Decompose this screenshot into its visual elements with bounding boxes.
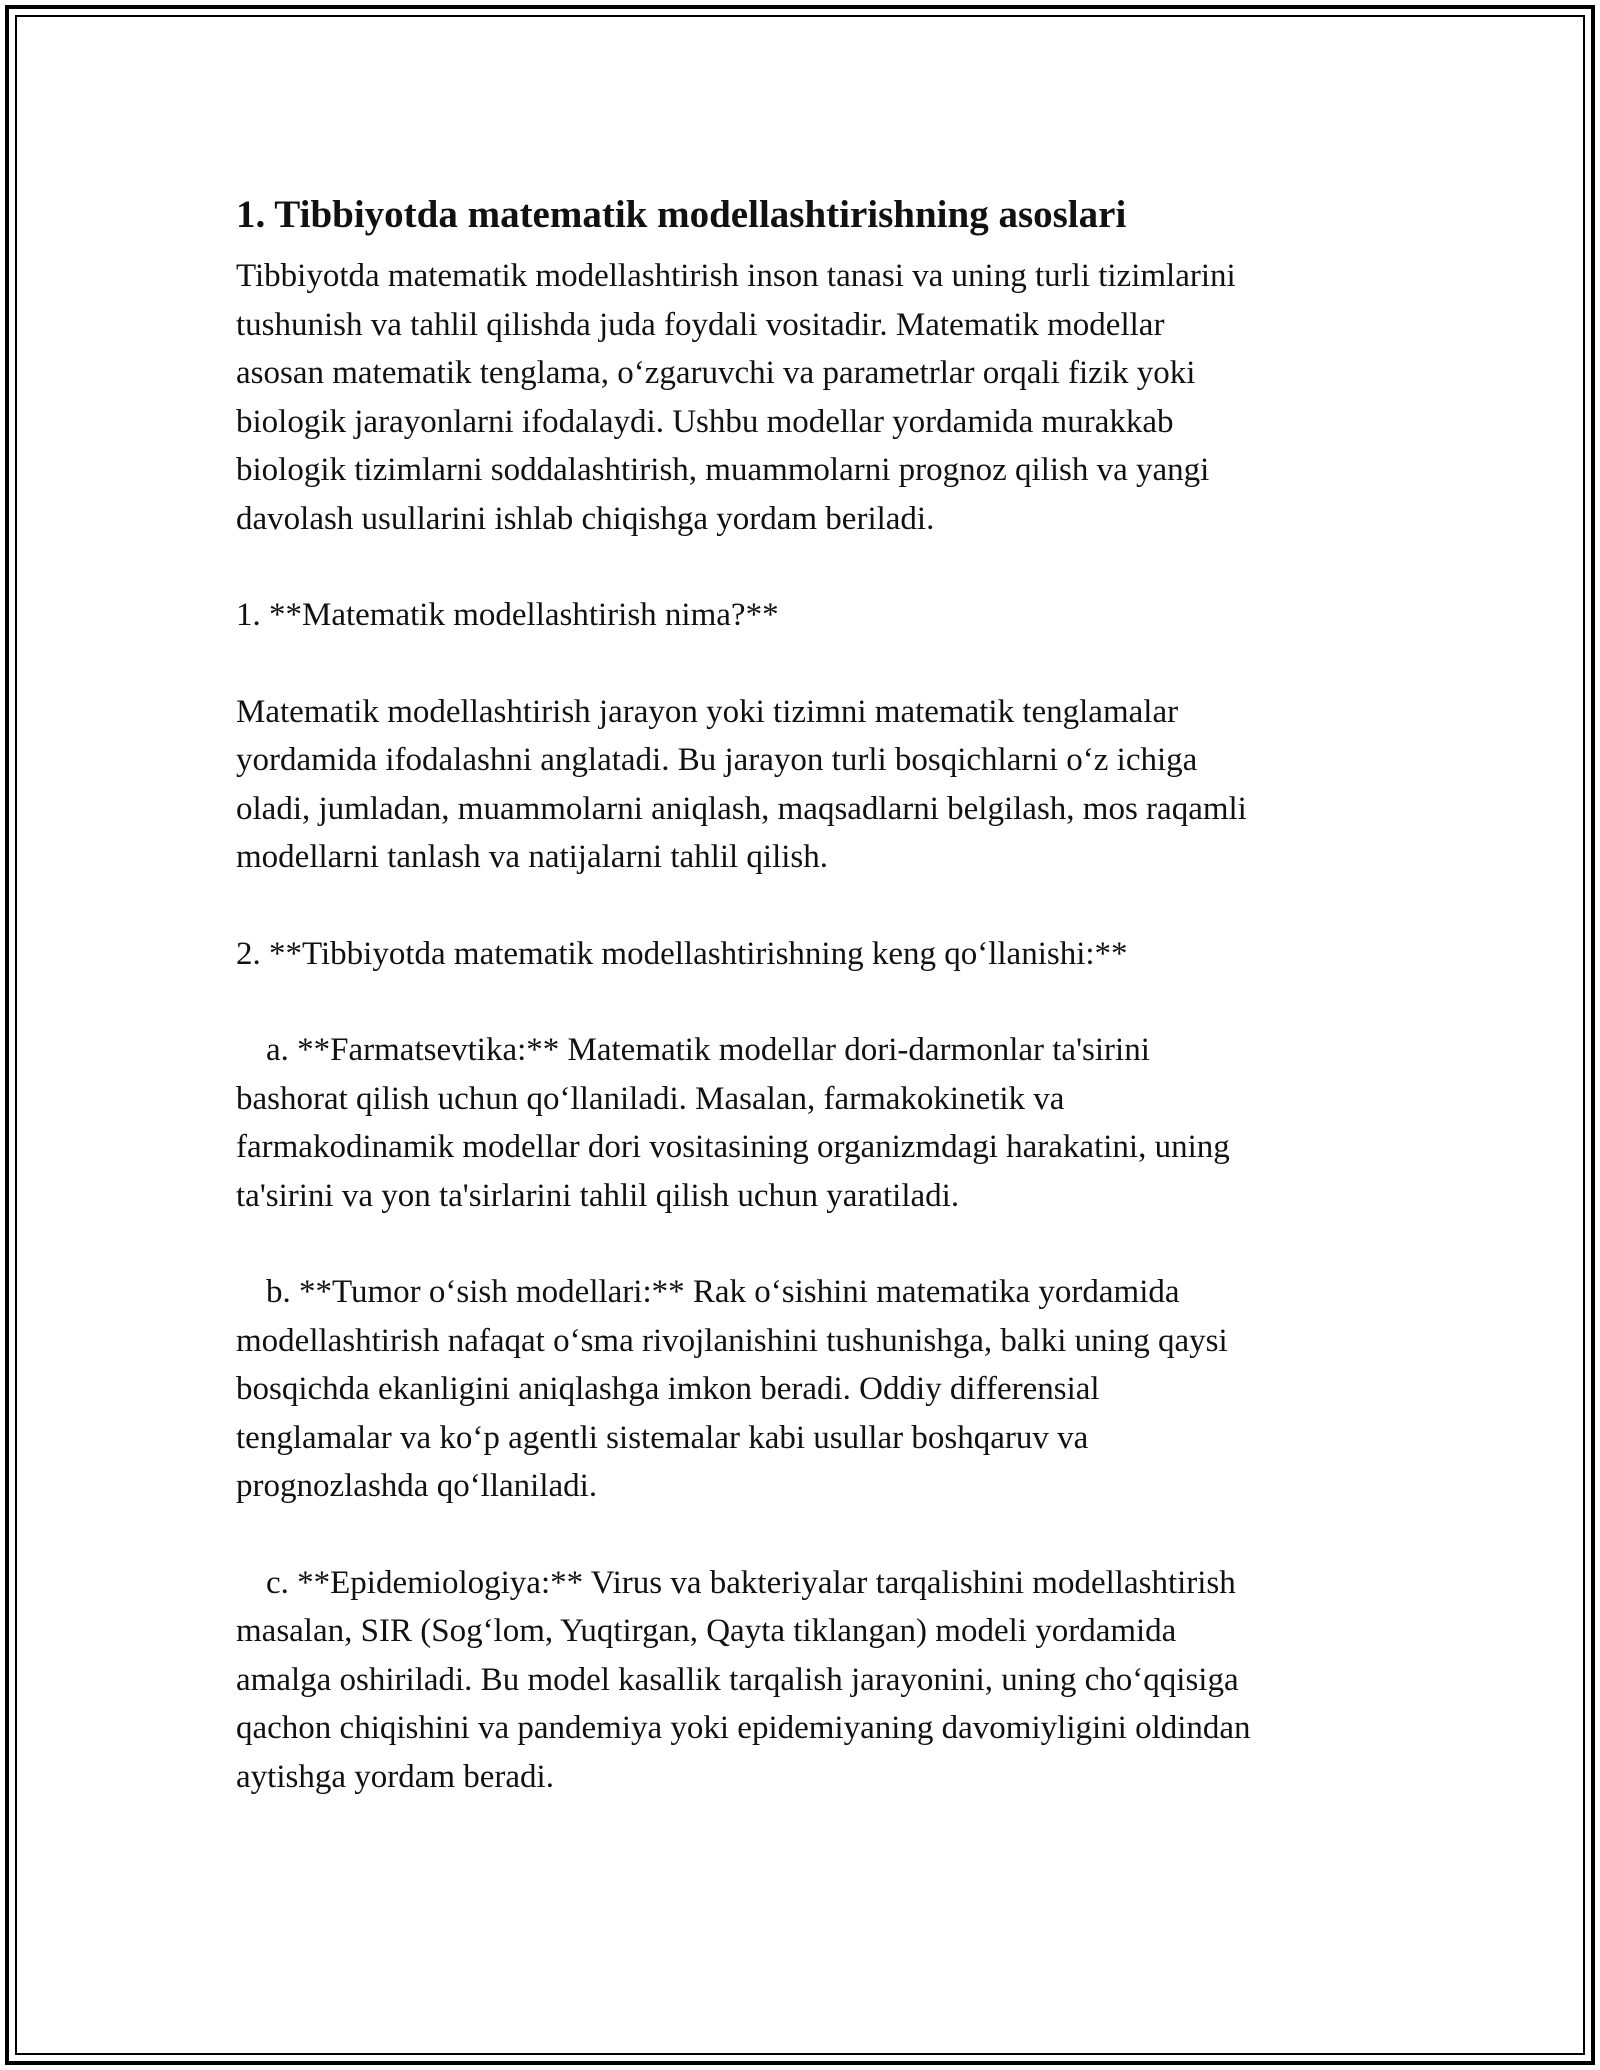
item-b-line: modellashtirish nafaqat o‘sma rivojlanishini tushunishga, balki uning qaysi (236, 1322, 1228, 1359)
item-c-line: aytishga yordam beradi. (236, 1758, 554, 1795)
section-1-paragraph (236, 688, 1386, 882)
section-1-line: oladi, jumladan, muammolarni aniqlash, maqsadlarni belgilash, mos raqamli (236, 790, 1247, 827)
item-b-line: bosqichda ekanligini aniqlashga imkon beradi. Oddiy differensial (236, 1371, 1100, 1407)
section-1-line: modellarni tanlash va natijalarni tahlil qilish. (236, 839, 829, 875)
item-a-line: bashorat qilish uchun qo‘llaniladi. Masalan, farmakokinetik va (236, 1080, 1065, 1117)
section-2-heading: 2. **Tibbiyotda matematik modellashtirishning keng qo‘llanishi:** (236, 935, 1128, 972)
item-a-paragraph (236, 1026, 1386, 1220)
section-1-heading: 1. **Matematik modellashtirish nima?** (236, 597, 779, 633)
section-1-line: Matematik modellashtirish jarayon yoki tizimni matematik tenglamalar (236, 693, 1179, 730)
item-c-line: qachon chiqishini va pandemiya yoki epidemiyaning davomiyligini oldindan (236, 1710, 1251, 1746)
item-c-line: amalga oshiriladi. Bu model kasallik tarqalish jarayonini, uning cho‘qqisiga (236, 1661, 1239, 1698)
intro-line: tushunish va tahlil qilishda juda foydali vositadir. Matematik modellar (236, 306, 1165, 343)
intro-line: davolash usullarini ishlab chiqishga yordam beriladi. (236, 500, 935, 537)
intro-line: biologik jarayonlarni ifodalaydi. Ushbu modellar yordamida murakkab (236, 403, 1174, 440)
intro-line: Tibbiyotda matematik modellashtirish inson tanasi va uning turli tizimlarini (236, 258, 1236, 294)
item-a-line: a. **Farmatsevtika:** Matematik modellar dori-darmonlar ta'sirini (266, 1032, 1150, 1068)
item-a-line: farmakodinamik modellar dori vositasining organizmdagi harakatini, uning (236, 1129, 1230, 1165)
document-title: 1. Tibbiyotda matematik modellashtirishning asoslari (236, 193, 1127, 236)
section-1-line: yordamida ifodalashni anglatadi. Bu jarayon turli bosqichlarni o‘z ichiga (236, 742, 1198, 778)
item-b-line: b. **Tumor o‘sish modellari:** Rak o‘sishini matematika yordamida (266, 1274, 1180, 1310)
intro-line: biologik tizimlarni soddalashtirish, muammolarni prognoz qilish va yangi (236, 452, 1210, 488)
item-b-line: tenglamalar va ko‘p agentli sistemalar kabi usullar boshqaruv va (236, 1419, 1089, 1456)
item-b-paragraph (236, 1268, 1386, 1511)
item-c-line: c. **Epidemiologiya:** Virus va bakteriyalar tarqalishini modellashtirish (266, 1564, 1236, 1601)
document-body (236, 190, 1386, 1801)
intro-line: asosan matematik tenglama, o‘zgaruvchi va parametrlar orqali fizik yoki (236, 355, 1196, 391)
intro-paragraph (236, 252, 1386, 543)
item-b-line: prognozlashda qo‘llaniladi. (236, 1468, 598, 1504)
item-c-paragraph (236, 1559, 1386, 1802)
item-a-line: ta'sirini va yon ta'sirlarini tahlil qilish uchun yaratiladi. (236, 1177, 960, 1214)
item-c-line: masalan, SIR (Sog‘lom, Yuqtirgan, Qayta tiklangan) modeli yordamida (236, 1613, 1177, 1649)
